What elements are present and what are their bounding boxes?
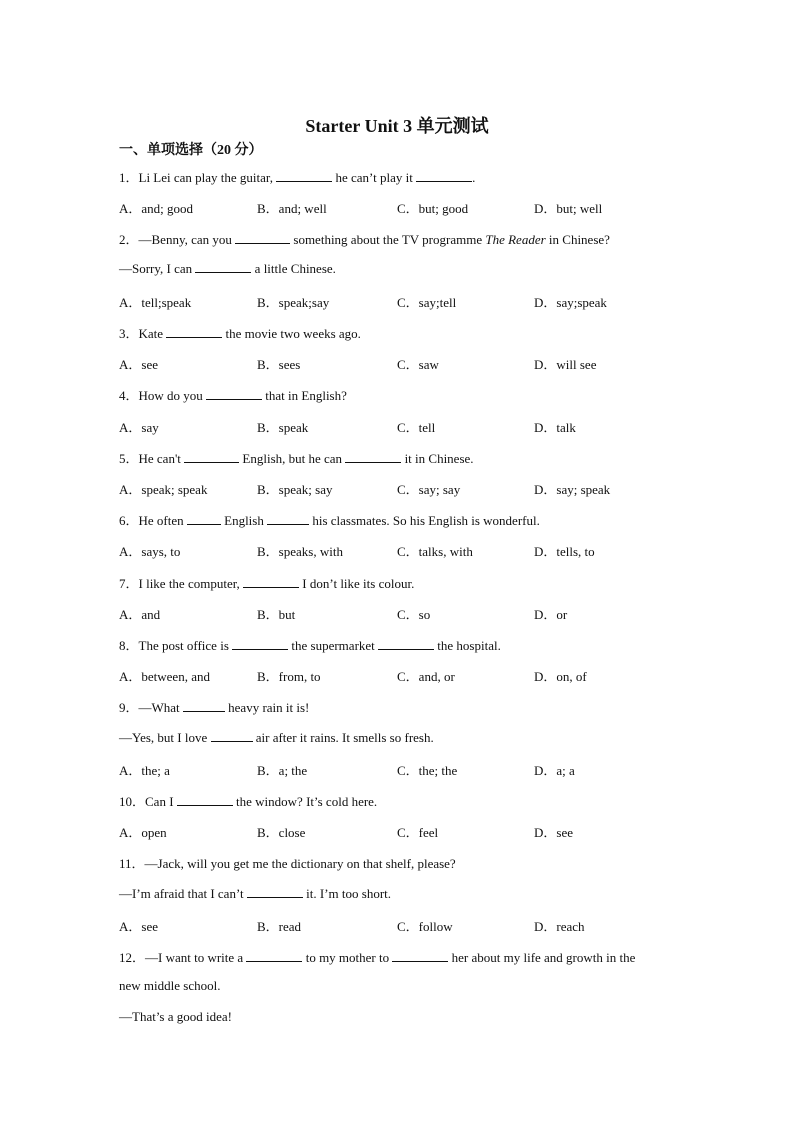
option-d[interactable]: D．tells, to	[534, 544, 595, 559]
option-a[interactable]: A．speak; speak	[119, 482, 208, 497]
blank[interactable]	[195, 260, 251, 273]
question-7: 7．I like the computer, I don’t like its colour.	[119, 576, 415, 591]
question-11-reply: —I’m afraid that I can’t it. I’m too short.	[119, 886, 392, 901]
question-11: 11．—Jack, will you get me the dictionary on that shelf, please?	[119, 856, 456, 871]
option-c[interactable]: C．follow	[397, 919, 453, 934]
option-c[interactable]: C．feel	[397, 825, 439, 840]
option-b[interactable]: B．speak	[257, 420, 309, 435]
option-a[interactable]: A．say	[119, 420, 159, 435]
options-5	[119, 479, 679, 497]
question-12-reply: —That’s a good idea!	[119, 1009, 232, 1024]
option-a[interactable]: A．open	[119, 825, 167, 840]
option-b[interactable]: B．but	[257, 607, 296, 622]
option-b[interactable]: B．a; the	[257, 763, 308, 778]
option-c[interactable]: C．say;tell	[397, 295, 457, 310]
blank[interactable]	[345, 450, 401, 463]
blank[interactable]	[246, 949, 302, 962]
option-d[interactable]: D．or	[534, 607, 568, 622]
option-b[interactable]: B．from, to	[257, 669, 321, 684]
option-c[interactable]: C．the; the	[397, 763, 458, 778]
blank[interactable]	[267, 512, 309, 525]
blank[interactable]	[247, 885, 303, 898]
option-b[interactable]: B．sees	[257, 357, 301, 372]
blank[interactable]	[187, 512, 221, 525]
options-9	[119, 760, 679, 778]
option-b[interactable]: B．read	[257, 919, 302, 934]
question-8: 8．The post office is the supermarket the hospital.	[119, 638, 501, 653]
option-d[interactable]: D．say;speak	[534, 295, 607, 310]
question-6: 6．He often English his classmates. So his English is wonderful.	[119, 513, 540, 528]
options-10	[119, 822, 679, 840]
question-9-reply: —Yes, but I love air after it rains. It smells so fresh.	[119, 730, 434, 745]
option-c[interactable]: C．so	[397, 607, 431, 622]
option-a[interactable]: A．the; a	[119, 763, 170, 778]
option-a[interactable]: A．see	[119, 357, 158, 372]
options-8	[119, 666, 679, 684]
page-title: Starter Unit 3 单元测试	[305, 116, 489, 136]
option-d[interactable]: D．see	[534, 825, 573, 840]
question-12-cont: new middle school.	[119, 978, 221, 993]
question-4: 4．How do you that in English?	[119, 388, 347, 403]
options-1	[119, 198, 679, 216]
blank[interactable]	[378, 637, 434, 650]
question-5: 5．He can't English, but he can it in Chinese.	[119, 451, 474, 466]
option-a[interactable]: A．between, and	[119, 669, 210, 684]
option-c[interactable]: C．tell	[397, 420, 436, 435]
option-a[interactable]: A．and; good	[119, 201, 194, 216]
section-heading: 一、单项选择（20 分）	[119, 143, 263, 158]
option-d[interactable]: D．a; a	[534, 763, 575, 778]
option-c[interactable]: C．but; good	[397, 201, 469, 216]
option-d[interactable]: D．on, of	[534, 669, 587, 684]
blank[interactable]	[184, 450, 239, 463]
option-d[interactable]: D．say; speak	[534, 482, 611, 497]
option-c[interactable]: C．and, or	[397, 669, 455, 684]
options-4	[119, 417, 679, 435]
blank[interactable]	[392, 949, 448, 962]
blank[interactable]	[276, 169, 332, 182]
options-11	[119, 916, 679, 934]
option-c[interactable]: C．saw	[397, 357, 439, 372]
question-10: 10．Can I the window? It’s cold here.	[119, 794, 378, 809]
option-c[interactable]: C．talks, with	[397, 544, 473, 559]
blank[interactable]	[235, 231, 290, 244]
option-b[interactable]: B．speaks, with	[257, 544, 343, 559]
blank[interactable]	[206, 387, 262, 400]
option-d[interactable]: D．reach	[534, 919, 585, 934]
option-b[interactable]: B．and; well	[257, 201, 327, 216]
option-b[interactable]: B．speak; say	[257, 482, 333, 497]
blank[interactable]	[211, 729, 253, 742]
question-1: 1．Li Lei can play the guitar, he can’t play it .	[119, 170, 476, 185]
option-b[interactable]: B．close	[257, 825, 306, 840]
option-a[interactable]: A．says, to	[119, 544, 181, 559]
blank[interactable]	[243, 575, 299, 588]
blank[interactable]	[232, 637, 288, 650]
options-3	[119, 354, 679, 372]
blank[interactable]	[177, 793, 233, 806]
option-d[interactable]: D．talk	[534, 420, 576, 435]
options-2	[119, 292, 679, 310]
option-d[interactable]: D．but; well	[534, 201, 603, 216]
option-c[interactable]: C．say; say	[397, 482, 461, 497]
option-a[interactable]: A．see	[119, 919, 158, 934]
option-b[interactable]: B．speak;say	[257, 295, 330, 310]
option-a[interactable]: A．and	[119, 607, 161, 622]
question-12: 12．—I want to write a to my mother to her about my life and growth in the	[119, 950, 636, 965]
option-a[interactable]: A．tell;speak	[119, 295, 192, 310]
options-7	[119, 604, 679, 622]
options-6	[119, 541, 679, 559]
blank[interactable]	[183, 699, 225, 712]
question-2: 2．—Benny, can you something about the TV programme The Reader in Chinese?	[119, 232, 610, 247]
blank[interactable]	[166, 325, 222, 338]
question-3: 3．Kate the movie two weeks ago.	[119, 326, 361, 341]
blank[interactable]	[416, 169, 472, 182]
question-9: 9．—What heavy rain it is!	[119, 700, 310, 715]
question-2-reply: —Sorry, I can a little Chinese.	[119, 261, 336, 276]
option-d[interactable]: D．will see	[534, 357, 597, 372]
